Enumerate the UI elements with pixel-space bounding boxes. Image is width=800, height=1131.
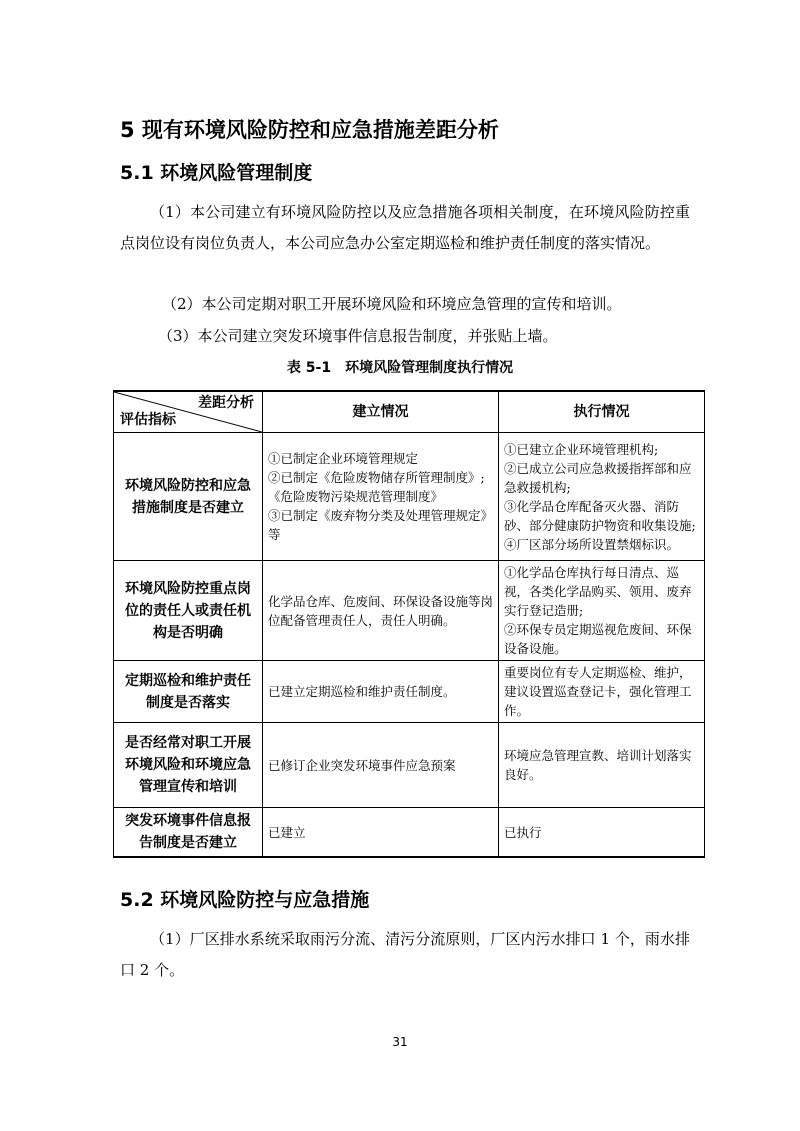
management-system-table: [113, 390, 705, 858]
executed-cell: [499, 723, 705, 808]
paragraph-5-2-1: （1）厂区排水系统采取雨污分流、清污分流原则，厂区内污水排口 1 个，雨水排口 2 个。: [120, 930, 690, 979]
diag-label-top: 差距分析: [198, 395, 254, 411]
indicator-cell: 定期巡检和维护责任制度是否落实: [114, 661, 263, 723]
table-row: [114, 561, 705, 661]
established-cell: [263, 661, 499, 723]
established-cell: [263, 808, 499, 858]
column-header-established: 建立情况: [263, 391, 499, 433]
executed-line: ②环保专员定期巡视危废间、环保设备设施。: [504, 622, 692, 656]
executed-line: 重要岗位有专人定期巡检、维护，建议设置巡查登记卡，强化管理工作。: [504, 665, 692, 718]
paragraph-1: （1）本公司建立有环境风险防控以及应急措施各项相关制度，在环境风险防控重点岗位设有岗位负责人，本公司应急办公室定期巡检和维护责任制度的落实情况。: [120, 203, 690, 252]
executed-cell: [499, 661, 705, 723]
column-header-executed: 执行情况: [499, 391, 705, 433]
established-line: ③已制定《废弃物分类及处理管理规定》等: [268, 508, 494, 542]
established-line: 已建立: [268, 824, 306, 840]
table-row: [114, 808, 705, 858]
established-cell: [263, 433, 499, 561]
executed-line: 环境应急管理宣教、培训计划落实良好。: [504, 748, 692, 782]
established-line: 已修订企业突发环境事件应急预案: [268, 757, 456, 773]
executed-cell: [499, 433, 705, 561]
page-number: 31: [392, 1035, 408, 1049]
indicator-cell: 环境风险防控重点岗位的责任人或责任机构是否明确: [114, 561, 263, 661]
section-heading-5-1: 5.1 环境风险管理制度: [120, 162, 313, 184]
executed-line: ④厂区部分场所设置禁烟标识。: [504, 536, 680, 552]
executed-line: ③化学品仓库配备灭火器、消防砂、部分健康防护物资和收集设施;: [504, 498, 696, 533]
table-row: [114, 661, 705, 723]
indicator-cell: 突发环境事件信息报告制度是否建立: [114, 808, 263, 858]
diag-label-bottom: 评估指标: [120, 412, 176, 428]
established-line: ①已制定企业环境管理规定: [268, 451, 419, 466]
indicator-cell: 是否经常对职工开展环境风险和环境应急管理宣传和培训: [114, 723, 263, 808]
paragraph-3: （3）本公司建立突发环境事件信息报告制度，并张贴上墙。: [158, 327, 558, 345]
executed-line: 已执行: [504, 824, 542, 840]
section-heading-5-2: 5.2 环境风险防控与应急措施: [120, 889, 370, 911]
executed-line: ①化学品仓库执行每日清点、巡视，各类化学品购买、领用、废弃实行登记造册;: [504, 565, 692, 618]
chapter-heading: 5 现有环境风险防控和应急措施差距分析: [120, 118, 499, 142]
paragraph-2: （2）本公司定期对职工开展环境风险和环境应急管理的宣传和培训。: [162, 295, 622, 313]
executed-line: ②已成立公司应急救援指挥部和应急救援机构;: [504, 460, 692, 495]
executed-cell: [499, 561, 705, 661]
table-row: [114, 723, 705, 808]
established-line: 已建立定期巡检和维护责任制度。: [268, 684, 456, 699]
table-caption: 表 5-1 环境风险管理制度执行情况: [286, 360, 514, 376]
diagonal-header-cell: [114, 391, 263, 433]
established-line: ②已制定《危险废物储存所管理制度》;《危险废物污染规范管理制度》: [268, 470, 485, 504]
established-cell: [263, 561, 499, 661]
indicator-cell: 环境风险防控和应急措施制度是否建立: [114, 433, 263, 561]
executed-cell: [499, 808, 705, 858]
established-cell: [263, 723, 499, 808]
executed-line: ①已建立企业环境管理机构;: [504, 441, 659, 457]
established-line: 化学品仓库、危废间、环保设备设施等岗位配备管理责任人，责任人明确。: [268, 593, 494, 628]
table-row: [114, 433, 705, 561]
